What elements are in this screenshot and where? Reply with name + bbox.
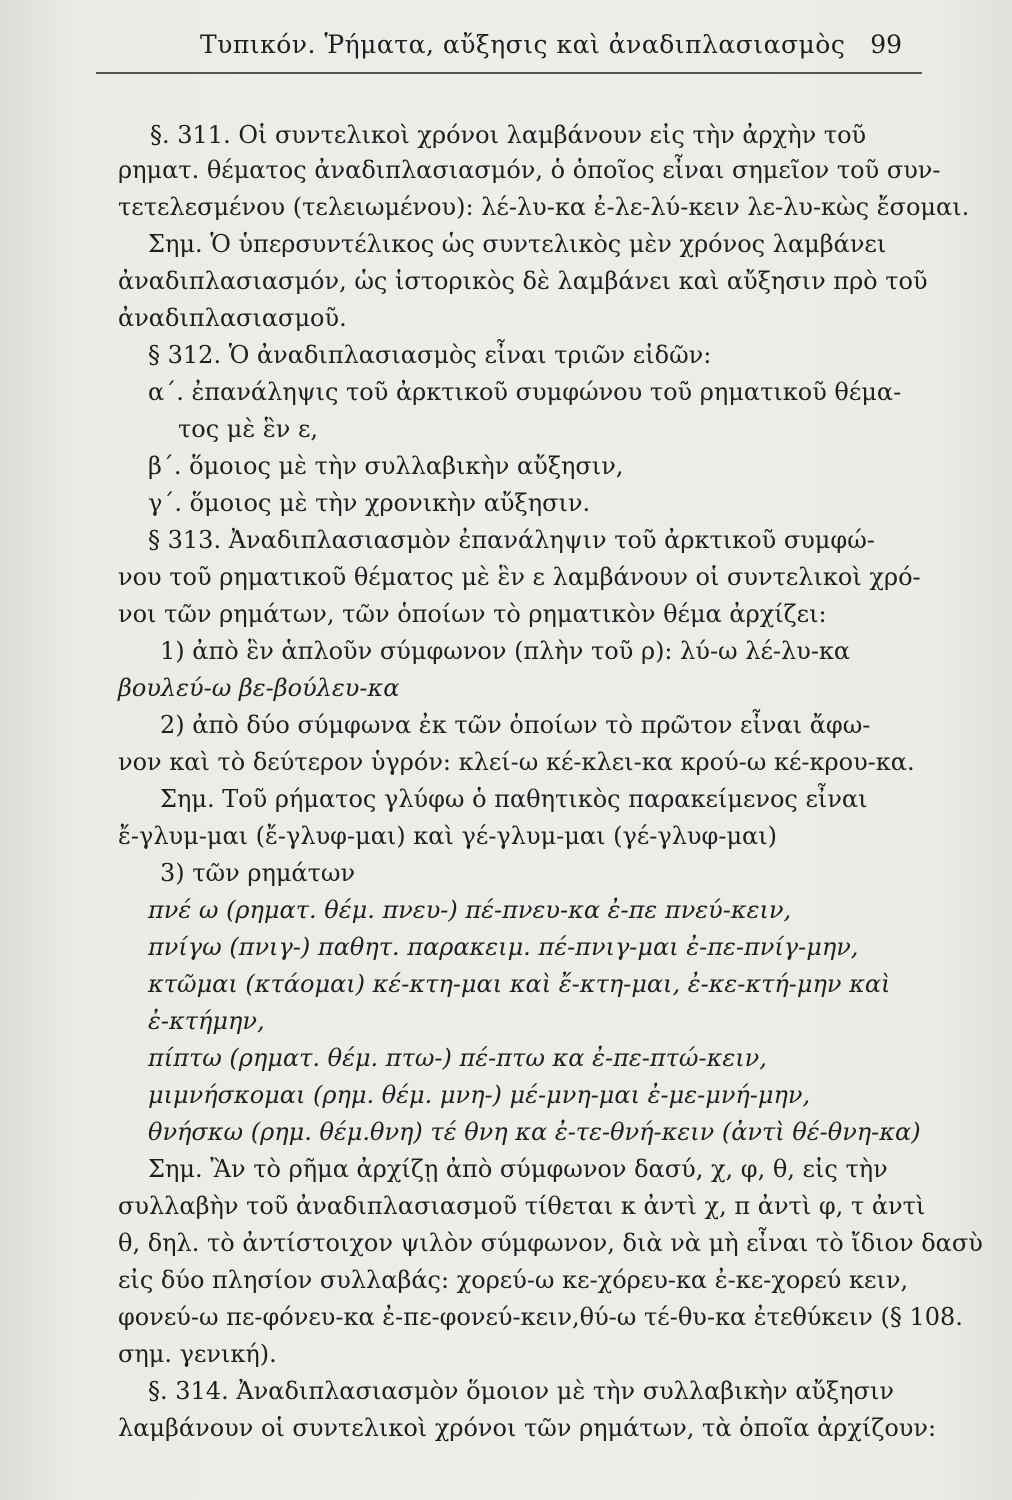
text-line: νον καὶ τὸ δεύτερον ὑγρόν: κλεί-ω κέ-κλει-κα κρού-ω κέ-κρου-κα.: [118, 748, 915, 776]
text-line: Σημ. Ἂν τὸ ρῆμα ἀρχίζῃ ἀπὸ σύμφωνον δασύ, χ, φ, θ, εἰς τὴν: [148, 1155, 888, 1183]
text-line: § 313. Ἀναδιπλασιασμὸν ἐπανάληψιν τοῦ ἀρκτικοῦ συμφώ-: [148, 526, 875, 554]
text-line: 1) ἀπὸ ἓν ἁπλοῦν σύμφωνον (πλὴν τοῦ ρ): λύ-ω λέ-λυ-κα: [160, 637, 851, 665]
text-line: § 312. Ὁ ἀναδιπλασιασμὸς εἶναι τριῶν εἰδῶν:: [148, 341, 712, 369]
text-line: ρηματ. θέματος ἀναδιπλασιασμόν, ὁ ὁποῖος εἶναι σημεῖον τοῦ συν-: [118, 156, 941, 184]
header-rule: [96, 72, 922, 74]
running-header: [200, 30, 920, 70]
text-line: πνίγω (πνιγ-) παθητ. παρακειμ. πέ-πνιγ-μαι ἐ-πε-πνίγ-μην,: [148, 933, 859, 961]
text-line: τος μὲ ἓν ε,: [178, 415, 319, 443]
text-line: Σημ. Ὁ ὑπερσυντέλικος ὡς συντελικὸς μὲν χρόνος λαμβάνει: [148, 230, 887, 258]
text-line: κτῶμαι (κτάομαι) κέ-κτη-μαι καὶ ἔ-κτη-μαι, ἐ-κε-κτή-μην καὶ: [148, 970, 891, 998]
text-line: τετελεσμένου (τελειωμένου): λέ-λυ-κα ἐ-λε-λύ-κειν λε-λυ-κὼς ἔσομαι.: [118, 193, 970, 221]
text-line: συλλαβὴν τοῦ ἀναδιπλασιασμοῦ τίθεται κ ἀντὶ χ, π ἀντὶ φ, τ ἀντὶ: [118, 1192, 926, 1220]
text-line: ἀναδιπλασιασμοῦ.: [118, 304, 347, 332]
text-line: ἐ-κτήμην,: [148, 1007, 265, 1035]
text-line: νου τοῦ ρηματικοῦ θέματος μὲ ἓν ε λαμβάνουν οἱ συντελικοὶ χρό-: [118, 563, 921, 591]
text-line: νοι τῶν ρημάτων, τῶν ὁποίων τὸ ρηματικὸν θέμα ἀρχίζει:: [118, 600, 827, 628]
text-line: 2) ἀπὸ δύο σύμφωνα ἐκ τῶν ὁποίων τὸ πρῶτον εἶναι ἄφω-: [160, 711, 871, 739]
text-line: φονεύ-ω πε-φόνευ-κα ἐ-πε-φονεύ-κειν,θύ-ω τέ-θυ-κα ἐτεθύκειν (§ 108.: [118, 1303, 963, 1331]
text-line: σημ. γενική).: [118, 1340, 277, 1368]
text-line: ἀναδιπλασιασμόν, ὡς ἱστορικὸς δὲ λαμβάνει καὶ αὔξησιν πρὸ τοῦ: [118, 267, 928, 295]
text-line: §. 311. Οἱ συντελικοὶ χρόνοι λαμβάνουν εἰς τὴν ἀρχὴν τοῦ: [150, 121, 867, 149]
page-number: 99: [870, 30, 902, 59]
text-line: λαμβάνουν οἱ συντελικοὶ χρόνοι τῶν ρημάτων, τὰ ὁποῖα ἀρχίζουν:: [118, 1414, 937, 1442]
text-line: 3) τῶν ρημάτων: [160, 859, 356, 887]
text-line: Σημ. Τοῦ ρήματος γλύφω ὁ παθητικὸς παρακείμενος εἶναι: [160, 785, 868, 813]
text-line: εἰς δύο πλησίον συλλαβάς: χορεύ-ω κε-χόρευ-κα ἐ-κε-χορεύ κειν,: [118, 1266, 909, 1294]
text-line: βουλεύ-ω βε-βούλευ-κα: [118, 674, 400, 702]
text-line: πνέ ω (ρηματ. θέμ. πνευ-) πέ-πνευ-κα ἐ-πε πνεύ-κειν,: [148, 896, 792, 924]
text-line: β΄. ὅμοιος μὲ τὴν συλλαβικὴν αὔξησιν,: [148, 452, 624, 480]
text-line: ἔ-γλυμ-μαι (ἔ-γλυφ-μαι) καὶ γέ-γλυμ-μαι (γέ-γλυφ-μαι): [118, 822, 778, 850]
text-line: γ΄. ὅμοιος μὲ τὴν χρονικὴν αὔξησιν.: [148, 489, 591, 517]
text-line: θ, δηλ. τὸ ἀντίστοιχον ψιλὸν σύμφωνον, διὰ νὰ μὴ εἶναι τὸ ἴδιον δασὺ: [118, 1229, 983, 1257]
text-line: θνήσκω (ρημ. θέμ.θνη) τέ θνη κα ἐ-τε-θνή-κειν (ἀντὶ θέ-θνη-κα): [148, 1118, 921, 1146]
text-line: α΄. ἐπανάληψις τοῦ ἀρκτικοῦ συμφώνου τοῦ ρηματικοῦ θέμα-: [148, 378, 902, 406]
header-title: Τυπικόν. Ῥήματα, αὔξησις καὶ ἀναδιπλασιασμὸς: [200, 30, 846, 59]
text-line: §. 314. Ἀναδιπλασιασμὸν ὅμοιον μὲ τὴν συλλαβικὴν αὔξησιν: [148, 1377, 894, 1405]
text-line: μιμνήσκομαι (ρημ. θέμ. μνη-) μέ-μνη-μαι ἐ-με-μνή-μην,: [148, 1081, 811, 1109]
text-line: πίπτω (ρηματ. θέμ. πτω-) πέ-πτω κα ἐ-πε-πτώ-κειν,: [148, 1044, 767, 1072]
